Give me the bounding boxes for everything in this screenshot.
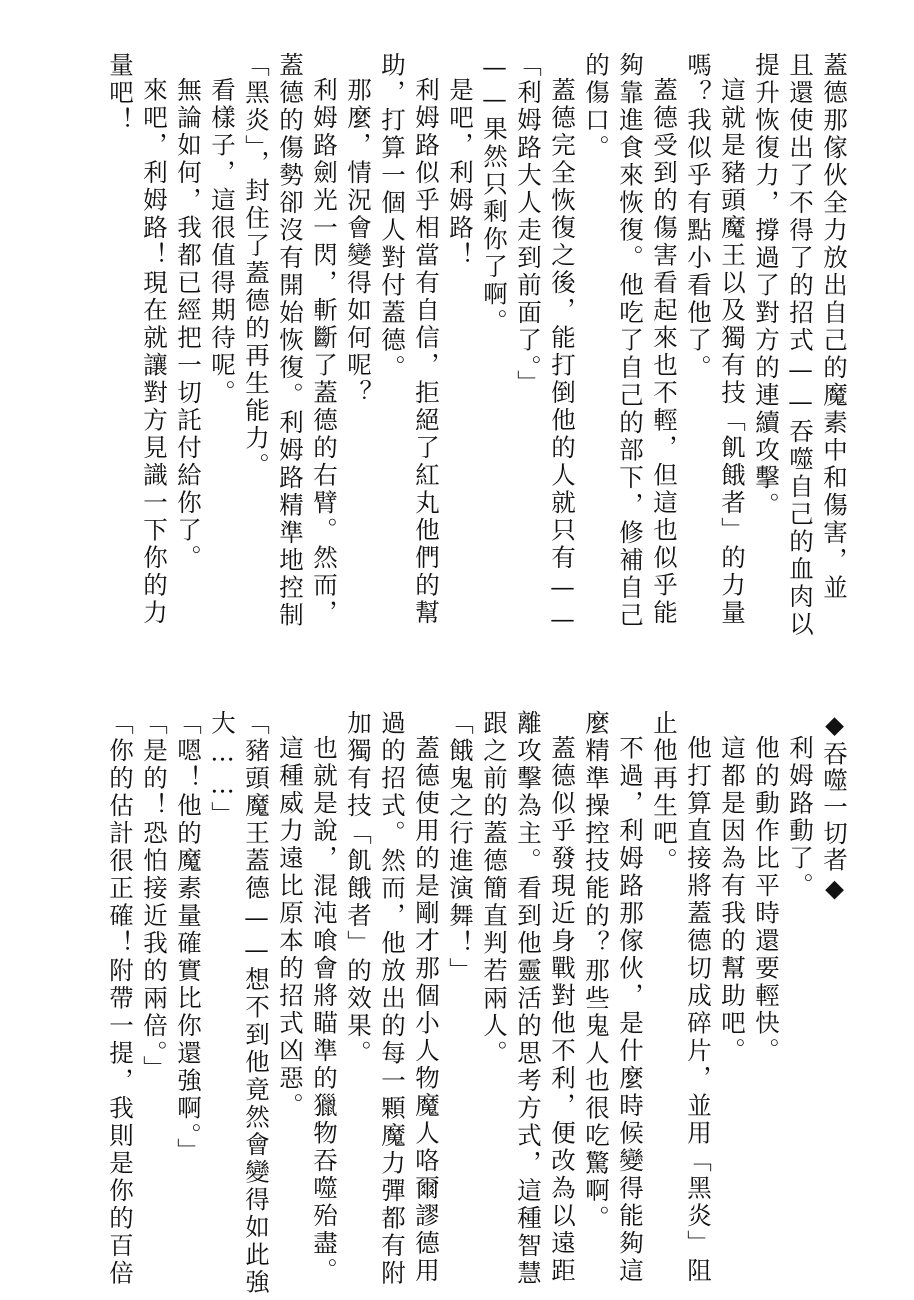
- text-line: 這都是因為有我的幫助吧。: [718, 734, 747, 1065]
- top-text-block: [103, 52, 851, 639]
- text-line: 他的動作比平時還要輕快。: [752, 734, 781, 1065]
- text-line: 跟之前的蓋德簡直判若兩人。: [480, 710, 509, 1068]
- text-line: 加獨有技「飢餓者」的效果。: [344, 710, 373, 1068]
- text-line: 蓋德受到的傷害看起來也不輕，但這也似乎能: [650, 76, 679, 627]
- text-line: 是吧，利姆路！: [446, 76, 475, 269]
- text-line: 「黑炎」，封住了蓋德的再生能力。: [242, 52, 271, 480]
- text-line: 來吧，利姆路！現在就讓對方見識一下你的力: [140, 76, 169, 627]
- text-line: 蓋德完全恢復之後，能打倒他的人就只有——: [548, 76, 577, 636]
- text-line: 助，打算一個人對付蓋德。: [378, 52, 407, 382]
- text-line: 無論如何，我都已經把一切託付給你了。: [174, 76, 203, 572]
- text-line: 蓋德的傷勢卻沒有開始恢復。利姆路精準地控制: [276, 52, 305, 630]
- text-line: 量吧！: [106, 52, 135, 135]
- text-line: 嗎？我似乎有點小看他了。: [684, 52, 713, 382]
- text-line: 「你的估計很正確！附帶一提，我則是你的百倍: [106, 710, 135, 1288]
- text-line: 「利姆路大人走到前面了。」: [514, 52, 543, 398]
- bottom-text-block: [103, 710, 851, 1297]
- text-line: 離攻擊為主。看到他靈活的思考方式，這種智慧: [514, 710, 543, 1288]
- text-line: 利姆路似乎相當有自信，拒絕了紅丸他們的幫: [412, 76, 441, 627]
- text-line: 利姆路劍光一閃，斬斷了蓋德的右臂。然而，: [310, 76, 339, 627]
- text-line: 「嗯！他的魔素量確實比你還強啊。」: [174, 710, 203, 1166]
- text-line: 提升恢復力，撐過了對方的連續攻擊。: [752, 52, 781, 520]
- text-line: 夠靠進食來恢復。他吃了自己的部下，修補自己: [616, 52, 645, 630]
- text-line: 他打算直接將蓋德切成碎片，並用「黑炎」阻: [684, 734, 713, 1285]
- text-line: 「是的！恐怕接近我的兩倍。」: [140, 710, 169, 1083]
- text-line: 「豬頭魔王蓋德——想不到他竟然會變得如此強: [242, 710, 271, 1297]
- text-line: 的傷口。: [582, 52, 611, 162]
- text-line: 那麼，情況會變得如何呢？: [344, 76, 373, 407]
- text-line: 不過，利姆路那傢伙，是什麼時候變得能夠這: [616, 734, 645, 1285]
- text-line: 止他再生吧。: [650, 710, 679, 875]
- text-line: 利姆路動了。: [786, 734, 815, 900]
- text-line: 也就是說，混沌喰會將瞄準的獵物吞噬殆盡。: [310, 734, 339, 1285]
- text-line: 大……」: [208, 710, 237, 829]
- text-line: 蓋德那傢伙全力放出自己的魔素中和傷害，並: [820, 52, 849, 602]
- text-line: 麼精準操控技能的？那些鬼人也很吃驚啊。: [582, 710, 611, 1233]
- text-line: 看樣子，這很值得期待呢。: [208, 76, 237, 407]
- text-line: 過的招式。然而，他放出的每一顆魔力彈都有附: [378, 710, 407, 1288]
- text-line: 這就是豬頭魔王以及獨有技「飢餓者」的力量: [718, 76, 747, 627]
- text-line: 蓋德似乎發現近身戰對他不利，便改為以遠距: [548, 734, 577, 1285]
- text-line: ——果然只剩你了啊。: [480, 52, 509, 336]
- text-line: 這種威力遠比原本的招式凶惡。: [276, 734, 305, 1120]
- text-line: 且還使出了不得了的招式——吞噬自己的血肉以: [786, 52, 815, 639]
- text-line: 蓋德使用的是剛才那個小人物魔人咯爾謬德用: [412, 734, 441, 1285]
- text-line: 「餓鬼之行進演舞！」: [446, 710, 475, 985]
- section-heading: ◆吞噬一切者◆: [820, 710, 849, 905]
